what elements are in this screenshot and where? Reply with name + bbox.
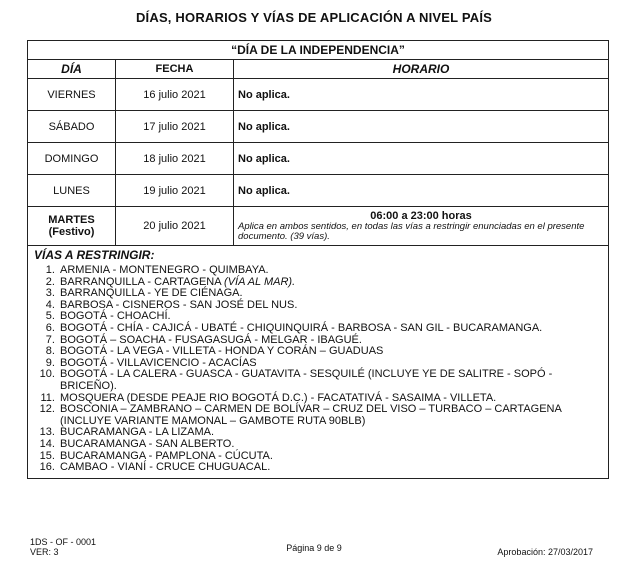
- list-item: 9. BOGOTÁ - VILLAVICENCIO - ACACÍAS: [58, 358, 602, 370]
- header-dia: DÍA: [28, 60, 116, 79]
- list-item: 4. BARBOSA - CISNEROS - SAN JOSÉ DEL NUS.: [58, 300, 602, 312]
- list-item: 14. BUCARAMANGA - SAN ALBERTO.: [58, 439, 602, 451]
- roads-section: [28, 246, 609, 479]
- header-fecha: FECHA: [116, 60, 234, 79]
- footer-code: 1DS - OF - 0001: [30, 537, 97, 547]
- list-item: 15. BUCARAMANGA - PAMPLONA - CÚCUTA.: [58, 451, 602, 463]
- list-item: 2. BARRANQUILLA - CARTAGENA (VÍA AL MAR).: [58, 277, 602, 289]
- list-item: 11. MOSQUERA (DESDE PEAJE RIO BOGOTÁ D.C.) - FACATATIVÁ - SASAIMA - VILLETA.: [58, 393, 602, 405]
- list-item: 5. BOGOTÁ - CHOACHÍ.: [58, 311, 602, 323]
- row-day: SÁBADO: [28, 111, 116, 143]
- martes-note: Aplica en ambos sentidos, en todas las vías a restringir enunciadas en el presente documento. (39 vías).: [238, 221, 585, 242]
- list-item: 10. BOGOTÁ - LA CALERA - GUASCA - GUATAVITA - SESQUILÉ (INCLUYE YE DE SALITRE - SOPÓ - BRICEÑO).: [58, 369, 602, 392]
- road-note: (VÍA AL MAR).: [224, 275, 296, 288]
- row-date: 16 julio 2021: [116, 79, 234, 111]
- row-day: VIERNES: [28, 79, 116, 111]
- roads-list: [34, 265, 602, 474]
- schedule-table: [27, 40, 609, 479]
- footer-page: Página 9 de 9: [286, 543, 342, 553]
- list-item: 3. BARRANQUILLA - YE DE CIÉNAGA.: [58, 288, 602, 300]
- list-item: 16. CAMBAO - VIANÍ - CRUCE CHUGUACAL.: [58, 462, 602, 474]
- row-date: 18 julio 2021: [116, 143, 234, 175]
- list-item: 7. BOGOTÁ – SOACHA - FUSAGASUGÁ - MELGAR - IBAGUÉ.: [58, 335, 602, 347]
- martes-date: 20 julio 2021: [116, 207, 234, 246]
- table-row: [28, 111, 609, 143]
- list-item: 13. BUCARAMANGA - LA LIZAMA.: [58, 427, 602, 439]
- table-row: [28, 143, 609, 175]
- martes-day-label: MARTES: [48, 214, 95, 226]
- row-hours: No aplica.: [234, 175, 609, 207]
- table-row-martes: [28, 207, 609, 246]
- martes-hours: 06:00 a 23:00 horas: [370, 210, 472, 222]
- table-row: [28, 175, 609, 207]
- list-item: 1. ARMENIA - MONTENEGRO - QUIMBAYA.: [58, 265, 602, 277]
- martes-holiday-label: (Festivo): [48, 226, 95, 238]
- row-hours: No aplica.: [234, 79, 609, 111]
- page-title: DÍAS, HORARIOS Y VÍAS DE APLICACIÓN A NIVEL PAÍS: [135, 10, 493, 25]
- footer-version: VER: 3: [30, 547, 59, 557]
- row-day: DOMINGO: [28, 143, 116, 175]
- header-horario: HORARIO: [234, 60, 609, 79]
- list-item: 8. BOGOTÁ - LA VEGA - VILLETA - HONDA Y CORÁN – GUADUAS: [58, 346, 602, 358]
- list-item: 12. BOSCONIA – ZAMBRANO – CARMEN DE BOLÍVAR – CRUZ DEL VISO – TURBACO – CARTAGENA (INCLUYE VARIANTE MAMONAL – GAMBOTE RUTA 90BLB): [58, 404, 602, 427]
- list-item: 6. BOGOTÁ - CHÍA - CAJICÁ - UBATÉ - CHIQUINQUIRÁ - BARBOSA - SAN GIL - BUCARAMANGA.: [58, 323, 602, 335]
- row-date: 17 julio 2021: [116, 111, 234, 143]
- row-day: LUNES: [28, 175, 116, 207]
- footer-approval: Aprobación: 27/03/2017: [497, 547, 593, 557]
- row-date: 19 julio 2021: [116, 175, 234, 207]
- row-hours: No aplica.: [234, 111, 609, 143]
- martes-horario: [234, 207, 609, 246]
- row-hours: No aplica.: [234, 143, 609, 175]
- table-row: [28, 79, 609, 111]
- roads-title: VÍAS A RESTRINGIR:: [34, 248, 155, 262]
- martes-day: [28, 207, 116, 246]
- event-title: “DÍA DE LA INDEPENDENCIA”: [28, 41, 609, 60]
